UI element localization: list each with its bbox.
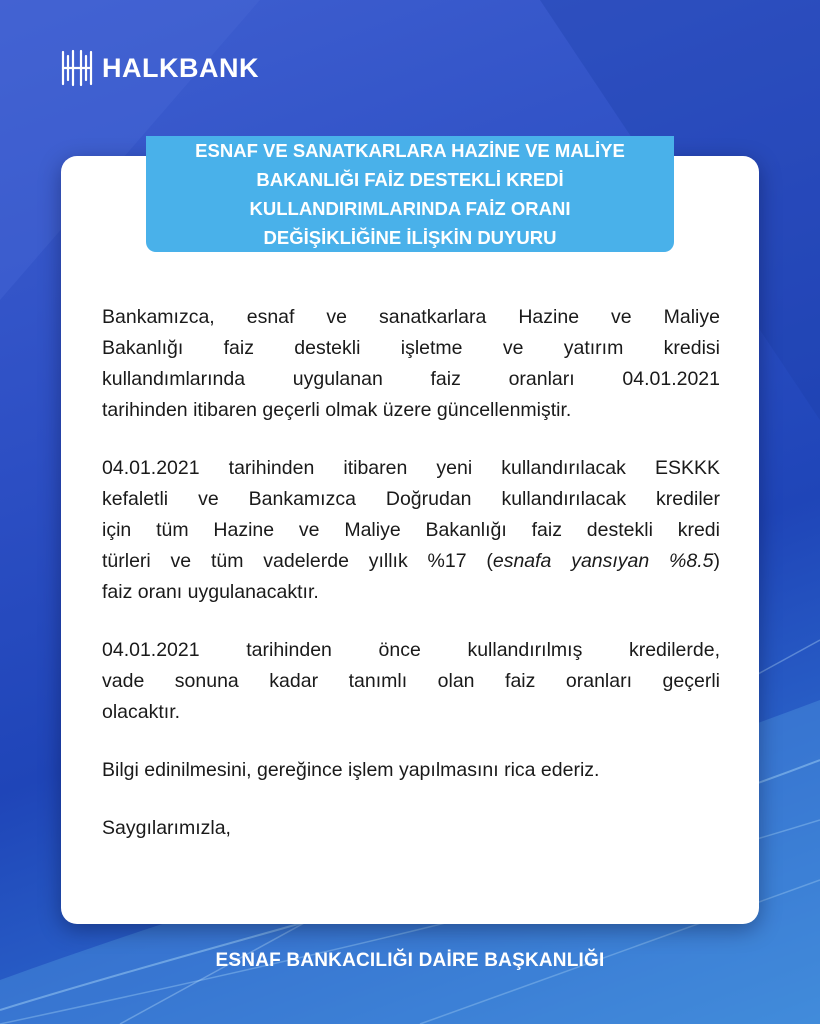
body-line: 04.01.2021 tarihinden önce kullandırılmış kredilerde, — [102, 639, 720, 661]
closing-text: Saygılarımızla, — [102, 817, 231, 839]
paragraph-1 — [102, 302, 720, 426]
body-line: kefaletli ve Bankamızca Doğrudan kullandırılacak krediler — [102, 488, 720, 510]
title-line: ESNAF VE SANATKARLARA HAZİNE VE MALİYE — [195, 140, 625, 161]
body-line-rate — [102, 546, 720, 577]
body-line: Bankamızca, esnaf ve sanatkarlara Hazine ve Maliye — [102, 306, 720, 328]
halkbank-logo-icon — [60, 48, 94, 88]
brand-logo — [60, 46, 259, 90]
title-line: KULLANDIRIMLARINDA FAİZ ORANI — [249, 198, 571, 219]
title-line: BAKANLIĞI FAİZ DESTEKLİ KREDİ — [256, 169, 564, 190]
body-line: faiz oranı uygulanacaktır. — [102, 581, 319, 603]
rate-italic-text: esnafa yansıyan %8.5 — [492, 550, 714, 572]
rate-text: türleri ve tüm vadelerde yıllık %17 ( — [102, 550, 493, 572]
department-name: ESNAF BANKACILIĞI DAİRE BAŞKANLIĞI — [215, 950, 605, 971]
rate-suffix: ) — [713, 550, 720, 572]
body-line: için tüm Hazine ve Maliye Bakanlığı faiz destekli kredi — [102, 519, 720, 541]
body-line: Bakanlığı faiz destekli işletme ve yatırım kredisi — [102, 337, 720, 359]
paragraph-3 — [102, 635, 720, 728]
announcement-title — [146, 136, 674, 252]
body-line: 04.01.2021 tarihinden itibaren yeni kullandırılacak ESKKK — [102, 457, 720, 479]
body-line: vade sonuna kadar tanımlı olan faiz oranları geçerli — [102, 670, 720, 692]
body-line: olacaktır. — [102, 701, 181, 723]
paragraph-2 — [102, 453, 720, 608]
paragraph-4 — [102, 755, 720, 786]
brand-name: HALKBANK — [102, 52, 259, 83]
body-line: tarihinden itibaren geçerli olmak üzere güncellenmiştir. — [102, 399, 572, 421]
body-line: kullandımlarında uygulanan faiz oranları 04.01.2021 — [102, 368, 720, 390]
title-line: DEĞİŞİKLİĞİNE İLİŞKİN DUYURU — [263, 227, 557, 248]
announcement-body — [102, 302, 720, 871]
closing — [102, 813, 720, 844]
body-line: Bilgi edinilmesini, gereğince işlem yapılmasını rica ederiz. — [102, 759, 600, 781]
